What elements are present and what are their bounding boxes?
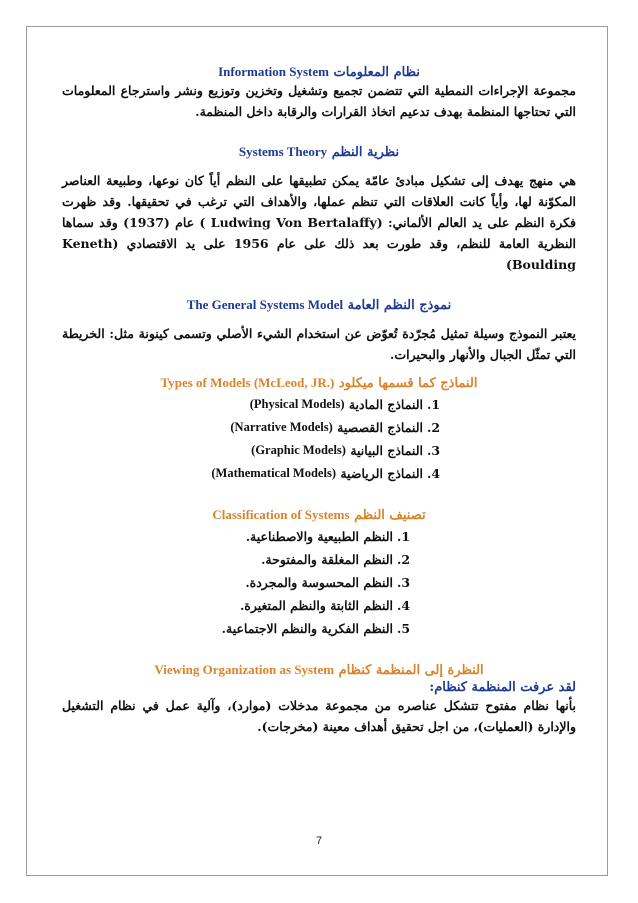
heading-ar: النظرة إلى المنظمة كنظام — [338, 663, 484, 678]
heading-en: Classification of Systems — [212, 507, 350, 522]
heading-classification-of-systems — [62, 507, 576, 523]
theory-paragraph: هي منهج يهدف إلى تشكيل مبادئ عامّة يمكن تطبيقها على النظم أياً كان نوعها، وطبيعة العناصر المكوّنة لها، وأياً كانت العلاقات التي تنظم عملها، والأهداف التي ترغب في تحقيقها. وقد ظهرت فكرة النظم على يد العالم الألماني: (Ludwing Von Bertalaffy ) عام (1937) وقد سماها النظرية العامة للنظم، وقد طورت بعد ذلك على عام 1956 على يد الاقتصادي (Keneth Boulding) — [62, 173, 577, 272]
heading-information-system — [62, 64, 576, 80]
heading-en: The General Systems Model — [186, 297, 344, 312]
item-ar: النماذج القصصية — [337, 420, 423, 435]
list-number: 5. — [397, 621, 411, 636]
list-item — [189, 462, 449, 485]
item-text: النظم الطبيعية والاصطناعية. — [245, 529, 393, 544]
item-en: (Narrative Models) — [230, 420, 333, 434]
viewing-paragraph: بأنها نظام مفتوح تتشكل عناصره من مجموعة مدخلات (موارد)، وآلية عمل في نظام التشغيل والإدارة (العمليات)، من اجل تحقيق أهداف معينة (مخرجات). — [62, 698, 576, 734]
item-text: النظم الفكرية والنظم الاجتماعية. — [221, 621, 393, 636]
heading-viewing-organization — [62, 662, 576, 678]
list-item — [189, 416, 449, 439]
heading-en: Information System — [218, 64, 329, 79]
item-ar: النماذج المادية — [348, 397, 423, 412]
list-number: 3. — [397, 575, 411, 590]
list-item — [189, 393, 449, 416]
item-text: النظم المغلقة والمفتوحة. — [261, 552, 393, 567]
heading-general-systems-model — [62, 297, 576, 313]
list-item — [219, 594, 419, 617]
model-paragraph: يعتبر النموذج وسيلة تمثيل مُجرّدة تُعوّض عن استخدام الشيء الأصلي وتسمى كينونة مثل: الخريطة التي تمثّل الجبال والأنهار والبحيرات. — [62, 326, 576, 362]
item-en: (Physical Models) — [249, 397, 345, 411]
heading-ar: نظام المعلومات — [333, 65, 420, 80]
list-item — [219, 525, 419, 548]
list-number: 2. — [397, 552, 411, 567]
list-number: 4. — [427, 466, 441, 481]
page-number: 7 — [315, 835, 323, 847]
list-item — [189, 439, 449, 462]
item-ar: النماذج الرياضية — [340, 466, 423, 481]
list-number: 4. — [397, 598, 411, 613]
list-item — [219, 571, 419, 594]
info-paragraph: مجموعة الإجراءات النمطية التي تتضمن تجميع وتشغيل وتخزين وتوزيع ونشر واسترجاع المعلومات التي تحتاجها المنظمة بهدف تدعيم اتخاذ القرارات والرقابة داخل المنظمة. — [62, 83, 576, 119]
document-body — [62, 64, 576, 737]
heading-ar: نظرية النظم — [331, 145, 400, 160]
list-number: 3. — [427, 443, 441, 458]
item-text: النظم الثابتة والنظم المتغيرة. — [239, 598, 393, 613]
list-item — [219, 548, 419, 571]
item-en: (Graphic Models) — [251, 443, 346, 457]
item-en: (Mathematical Models) — [211, 466, 336, 480]
list-item — [219, 617, 419, 640]
heading-systems-theory — [62, 144, 576, 160]
heading-ar: تصنيف النظم — [354, 508, 426, 523]
heading-en: Types of Models (McLeod, JR.) — [160, 375, 335, 390]
list-number: 1. — [427, 397, 441, 412]
list-number: 1. — [397, 529, 411, 544]
types-list — [62, 393, 576, 485]
classification-list — [62, 525, 576, 640]
heading-en: Systems Theory — [238, 144, 328, 159]
item-ar: النماذج البيانية — [350, 443, 423, 458]
heading-ar: نموذج النظم العامة — [347, 298, 452, 313]
list-number: 2. — [427, 420, 441, 435]
heading-types-of-models — [62, 375, 576, 391]
item-text: النظم المحسوسة والمجردة. — [245, 575, 393, 590]
heading-en: Viewing Organization as System — [154, 662, 335, 677]
heading-ar: النماذج كما قسمها ميكلود — [338, 376, 478, 391]
viewing-subtitle: لقد عرفت المنظمة كنظام: — [429, 680, 576, 695]
